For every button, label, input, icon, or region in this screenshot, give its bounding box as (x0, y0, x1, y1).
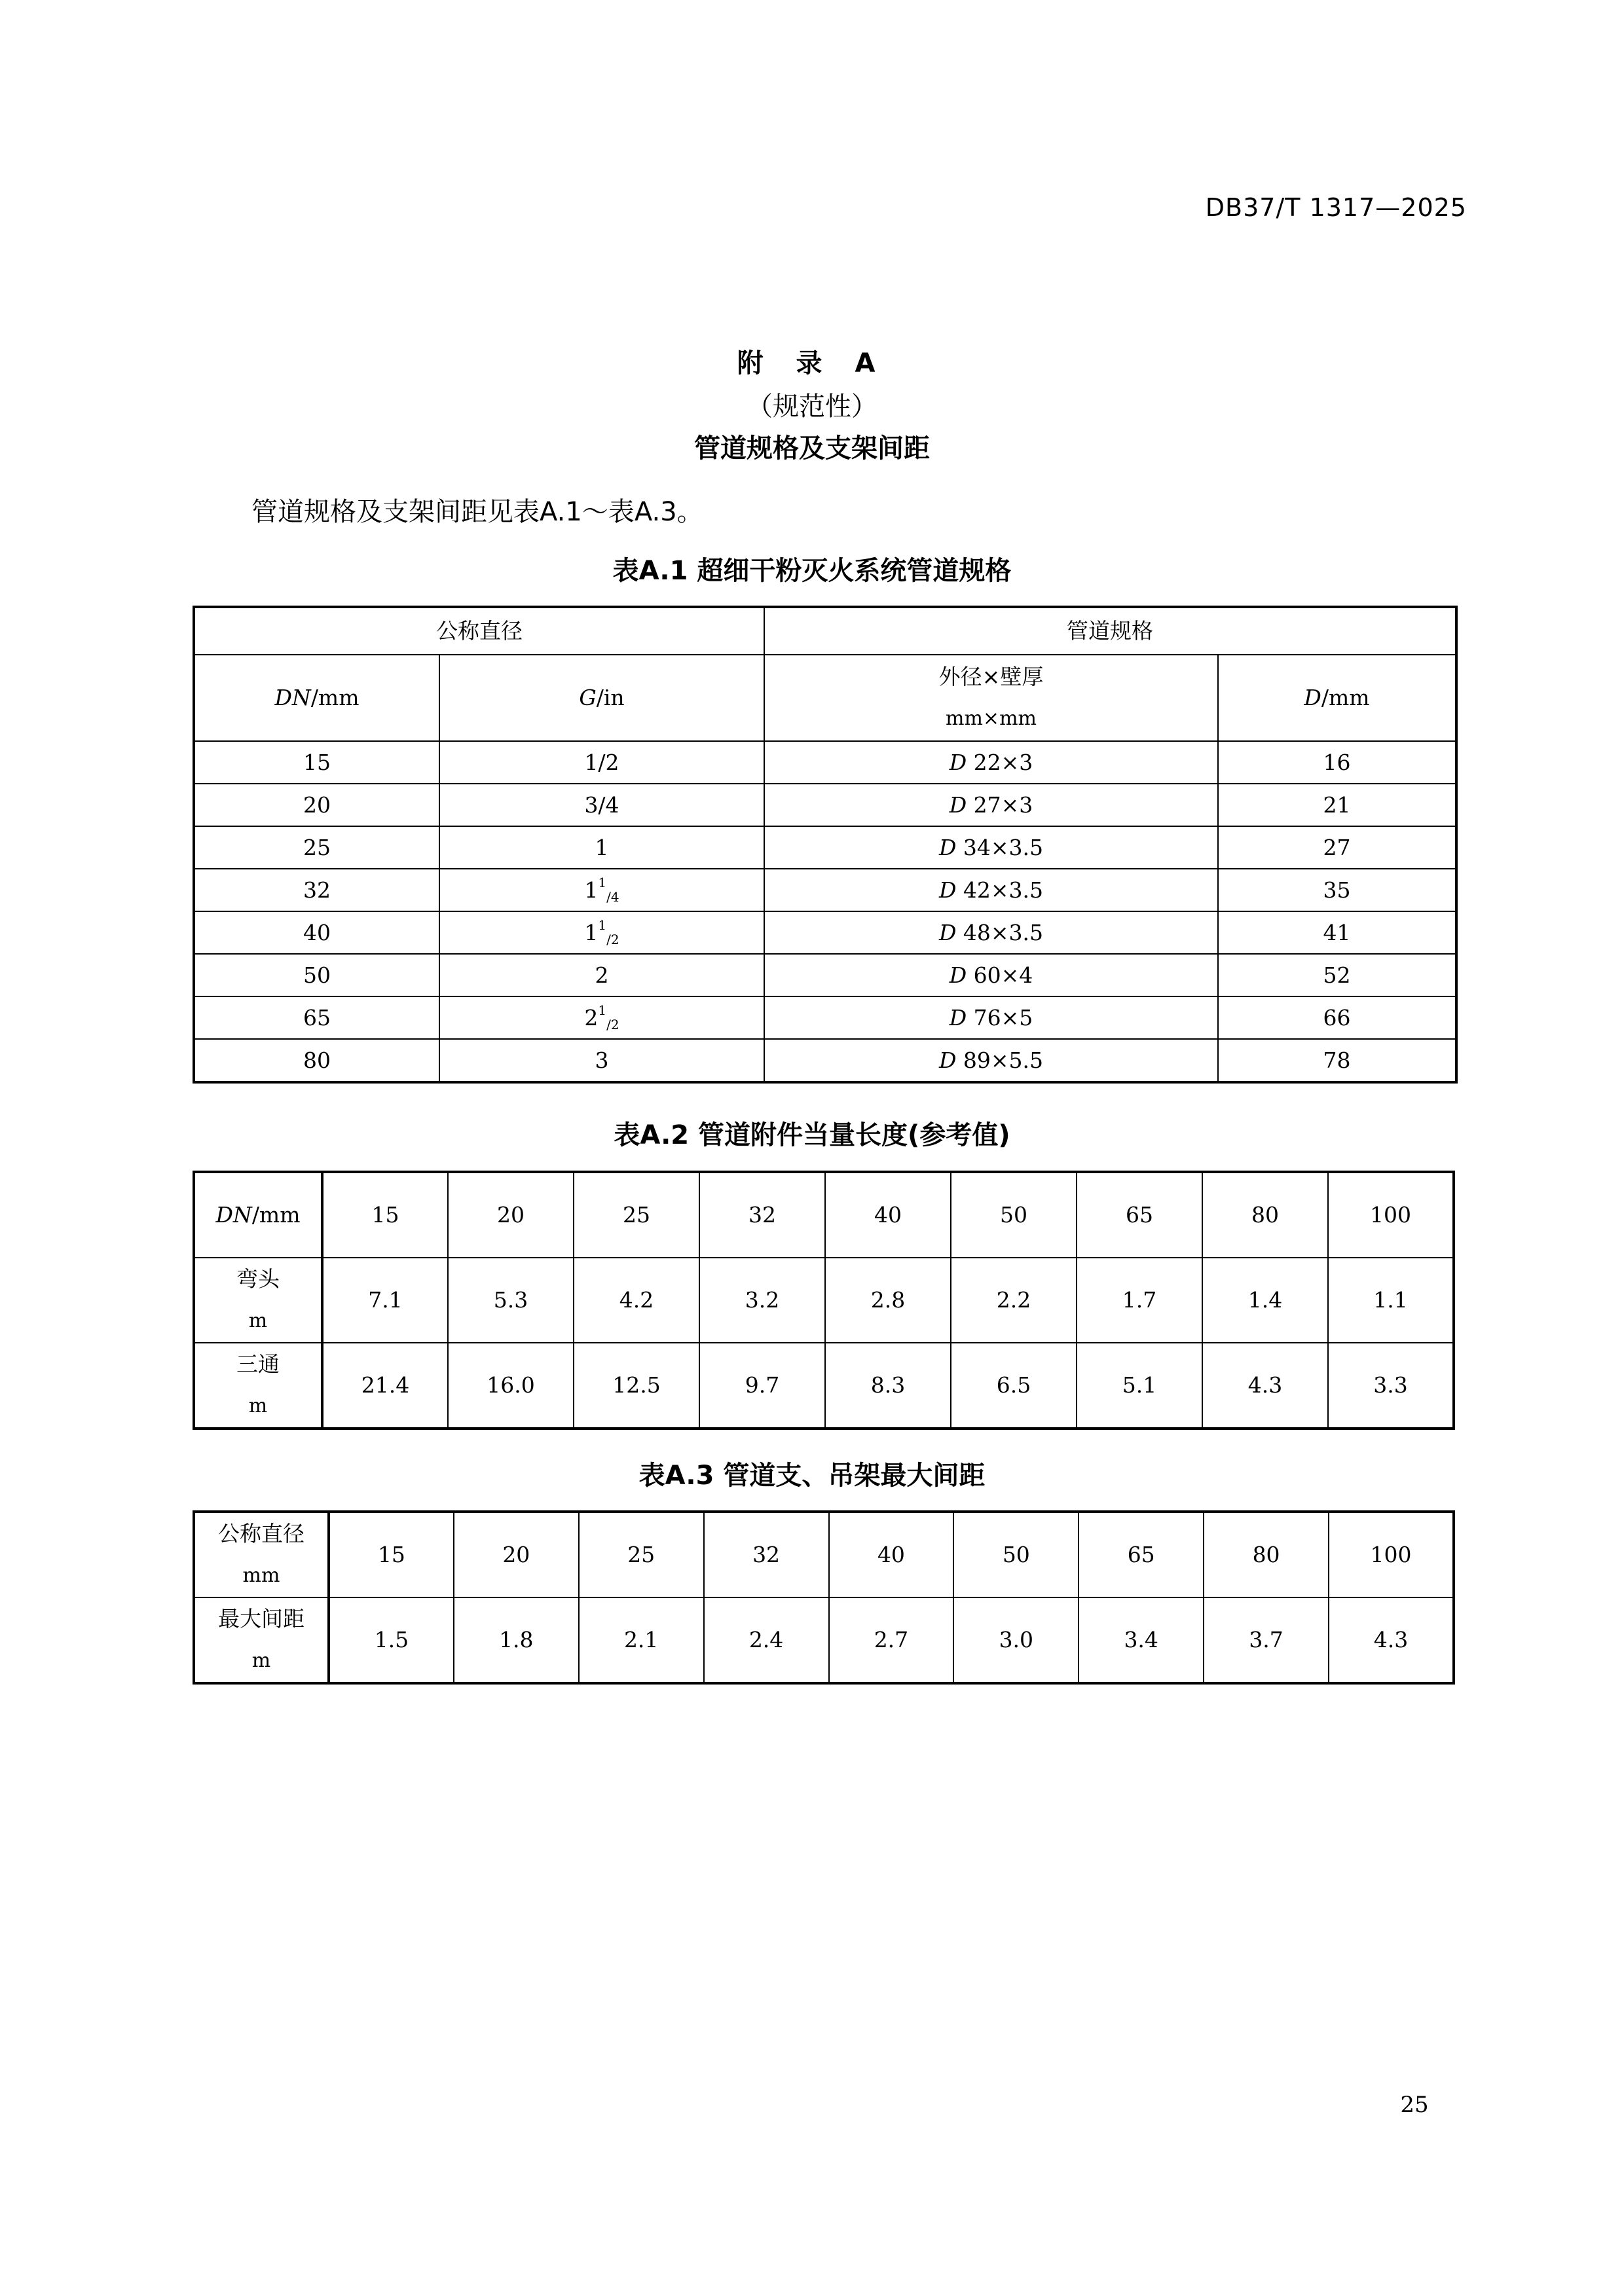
od-prefix: D (938, 877, 957, 903)
cell-dn: 15 (194, 741, 439, 784)
cell-nominal-diameter: 15 (329, 1512, 454, 1597)
header-g (439, 655, 764, 741)
od-prefix: D (938, 835, 957, 860)
appendix-label: 附 录 A (737, 348, 887, 378)
od-value: 76×5 (967, 1005, 1033, 1030)
cell-od (764, 784, 1218, 826)
cell-g (439, 954, 764, 996)
cell-max-spacing: 3.7 (1204, 1597, 1329, 1683)
cell-d: 16 (1218, 741, 1456, 784)
cell-max-spacing: 1.5 (329, 1597, 454, 1683)
od-prefix: D (938, 920, 957, 945)
cell-tee-length: 4.3 (1202, 1343, 1328, 1429)
header-od-label: 外径×壁厚 (938, 664, 1044, 689)
table-a1-caption: 表A.1 超细干粉灭火系统管道规格 (612, 556, 1012, 586)
table-row (194, 954, 1456, 996)
cell-elbow-length: 1.1 (1328, 1258, 1454, 1343)
cell-dn: 32 (194, 869, 439, 911)
cell-g (439, 741, 764, 784)
tee-unit: m (248, 1394, 268, 1417)
od-value: 48×3.5 (956, 920, 1044, 945)
cell-dn-value: 50 (951, 1172, 1077, 1258)
cell-dn-value: 40 (825, 1172, 951, 1258)
table-a2-caption: 表A.2 管道附件当量长度(参考值) (614, 1120, 1010, 1150)
cell-od (764, 869, 1218, 911)
header-g-symbol: G (579, 685, 597, 710)
cell-max-spacing: 2.7 (829, 1597, 954, 1683)
tee-label: 三通 (236, 1351, 280, 1377)
intro-paragraph: 管道规格及支架间距见表A.1～表A.3。 (251, 497, 703, 527)
od-prefix: D (949, 1005, 967, 1030)
cell-d: 27 (1218, 826, 1456, 869)
cell-dn-value: 15 (322, 1172, 448, 1258)
cell-dn: 50 (194, 954, 439, 996)
g-main: 2 (584, 1005, 599, 1030)
header-dn (194, 655, 439, 741)
cell-g (439, 826, 764, 869)
table-a1-group-header (194, 607, 1456, 655)
cell-dn-value: 65 (1077, 1172, 1202, 1258)
row-label-elbow (194, 1258, 322, 1343)
cell-tee-length: 21.4 (322, 1343, 448, 1429)
cell-tee-length: 5.1 (1077, 1343, 1202, 1429)
cell-nominal-diameter: 40 (829, 1512, 954, 1597)
cell-g (439, 911, 764, 954)
header-d-symbol: D (1304, 685, 1321, 710)
table-row (194, 826, 1456, 869)
header-g-unit: /in (596, 685, 625, 710)
cell-g (439, 996, 764, 1039)
table-row (194, 741, 1456, 784)
cell-dn-value: 80 (1202, 1172, 1328, 1258)
cell-od (764, 911, 1218, 954)
cell-elbow-length: 4.2 (574, 1258, 699, 1343)
header-dn-unit: /mm (310, 685, 360, 710)
cell-dn-value: 100 (1328, 1172, 1454, 1258)
row-label-spacing (194, 1597, 329, 1683)
g-main: 2 (595, 962, 609, 988)
table-row (194, 784, 1456, 826)
cell-max-spacing: 4.3 (1329, 1597, 1454, 1683)
dn-unit: /mm (251, 1202, 301, 1228)
cell-elbow-length: 2.8 (825, 1258, 951, 1343)
g-sup: 1 (598, 1002, 607, 1018)
table-a3 (193, 1510, 1455, 1685)
cell-g (439, 784, 764, 826)
g-sub: /2 (606, 932, 619, 947)
header-d-unit: /mm (1321, 685, 1370, 710)
cell-g (439, 869, 764, 911)
table-row (194, 996, 1456, 1039)
cell-nominal-diameter: 100 (1329, 1512, 1454, 1597)
cell-od (764, 1039, 1218, 1082)
od-value: 42×3.5 (956, 877, 1044, 903)
cell-nominal-diameter: 65 (1079, 1512, 1204, 1597)
cell-elbow-length: 1.7 (1077, 1258, 1202, 1343)
cell-dn: 25 (194, 826, 439, 869)
cell-elbow-length: 2.2 (951, 1258, 1077, 1343)
g-sub: /2 (606, 1017, 619, 1032)
cell-dn: 40 (194, 911, 439, 954)
row-label-tee (194, 1343, 322, 1429)
cell-tee-length: 8.3 (825, 1343, 951, 1429)
cell-elbow-length: 5.3 (448, 1258, 574, 1343)
header-outer-diameter (764, 655, 1218, 741)
cell-dn: 65 (194, 996, 439, 1039)
table-a2 (193, 1171, 1455, 1430)
cell-max-spacing: 1.8 (454, 1597, 579, 1683)
table-row (194, 911, 1456, 954)
od-value: 27×3 (967, 792, 1033, 818)
header-d (1218, 655, 1456, 741)
appendix-title: 管道规格及支架间距 (694, 433, 930, 464)
cell-tee-length: 3.3 (1328, 1343, 1454, 1429)
od-prefix: D (949, 962, 967, 988)
od-value: 89×5.5 (956, 1048, 1044, 1073)
document-code: DB37/T 1317—2025 (1205, 193, 1467, 222)
od-value: 60×4 (967, 962, 1033, 988)
nominal-label: 公称直径 (218, 1521, 304, 1546)
table-a3-caption: 表A.3 管道支、吊架最大间距 (638, 1461, 986, 1491)
page-number: 25 (1400, 2092, 1429, 2118)
cell-elbow-length: 1.4 (1202, 1258, 1328, 1343)
cell-tee-length: 9.7 (699, 1343, 825, 1429)
cell-elbow-length: 7.1 (322, 1258, 448, 1343)
table-row (194, 1039, 1456, 1082)
cell-elbow-length: 3.2 (699, 1258, 825, 1343)
cell-max-spacing: 2.1 (579, 1597, 704, 1683)
row-label-dn (194, 1172, 322, 1258)
od-value: 22×3 (967, 750, 1033, 775)
cell-g (439, 1039, 764, 1082)
cell-d: 41 (1218, 911, 1456, 954)
spacing-label: 最大间距 (218, 1606, 304, 1631)
nominal-unit: mm (242, 1564, 280, 1587)
g-main: 3 (595, 1048, 609, 1073)
cell-tee-length: 12.5 (574, 1343, 699, 1429)
cell-d: 35 (1218, 869, 1456, 911)
g-main: 3/4 (584, 792, 619, 818)
cell-dn-value: 20 (448, 1172, 574, 1258)
cell-nominal-diameter: 32 (704, 1512, 829, 1597)
cell-dn-value: 32 (699, 1172, 825, 1258)
dn-symbol: DN (215, 1202, 252, 1228)
cell-d: 66 (1218, 996, 1456, 1039)
od-value: 34×3.5 (956, 835, 1044, 860)
cell-nominal-diameter: 25 (579, 1512, 704, 1597)
table-row (194, 869, 1456, 911)
row-label-nominal (194, 1512, 329, 1597)
cell-dn: 80 (194, 1039, 439, 1082)
cell-max-spacing: 3.0 (953, 1597, 1079, 1683)
cell-max-spacing: 2.4 (704, 1597, 829, 1683)
header-pipe-spec: 管道规格 (764, 607, 1456, 655)
cell-od (764, 996, 1218, 1039)
table-a3-spacing-row (194, 1597, 1454, 1683)
od-prefix: D (949, 792, 967, 818)
od-prefix: D (938, 1048, 957, 1073)
cell-max-spacing: 3.4 (1079, 1597, 1204, 1683)
g-sup: 1 (598, 875, 607, 890)
g-sup: 1 (598, 917, 607, 933)
table-a3-nominal-row (194, 1512, 1454, 1597)
elbow-unit: m (248, 1309, 268, 1332)
spacing-unit: m (251, 1649, 271, 1672)
cell-d: 21 (1218, 784, 1456, 826)
table-a2-tee-row (194, 1343, 1454, 1429)
header-nominal-diameter: 公称直径 (194, 607, 764, 655)
table-a2-dn-row (194, 1172, 1454, 1258)
header-dn-symbol: DN (274, 685, 311, 710)
cell-tee-length: 6.5 (951, 1343, 1077, 1429)
cell-tee-length: 16.0 (448, 1343, 574, 1429)
g-sub: /4 (606, 889, 619, 905)
cell-dn: 20 (194, 784, 439, 826)
cell-dn-value: 25 (574, 1172, 699, 1258)
appendix-nature: （规范性） (747, 392, 877, 422)
elbow-label: 弯头 (236, 1266, 280, 1292)
g-main: 1 (595, 835, 609, 860)
cell-nominal-diameter: 50 (953, 1512, 1079, 1597)
cell-nominal-diameter: 20 (454, 1512, 579, 1597)
table-a1-column-header (194, 655, 1456, 741)
cell-nominal-diameter: 80 (1204, 1512, 1329, 1597)
cell-d: 52 (1218, 954, 1456, 996)
cell-od (764, 826, 1218, 869)
g-main: 1/2 (584, 750, 619, 775)
od-prefix: D (949, 750, 967, 775)
table-a1 (193, 606, 1458, 1084)
g-main: 1 (584, 877, 599, 903)
cell-d: 78 (1218, 1039, 1456, 1082)
cell-od (764, 741, 1218, 784)
g-main: 1 (584, 920, 599, 945)
cell-od (764, 954, 1218, 996)
header-od-unit: mm×mm (946, 707, 1037, 730)
table-a2-elbow-row (194, 1258, 1454, 1343)
